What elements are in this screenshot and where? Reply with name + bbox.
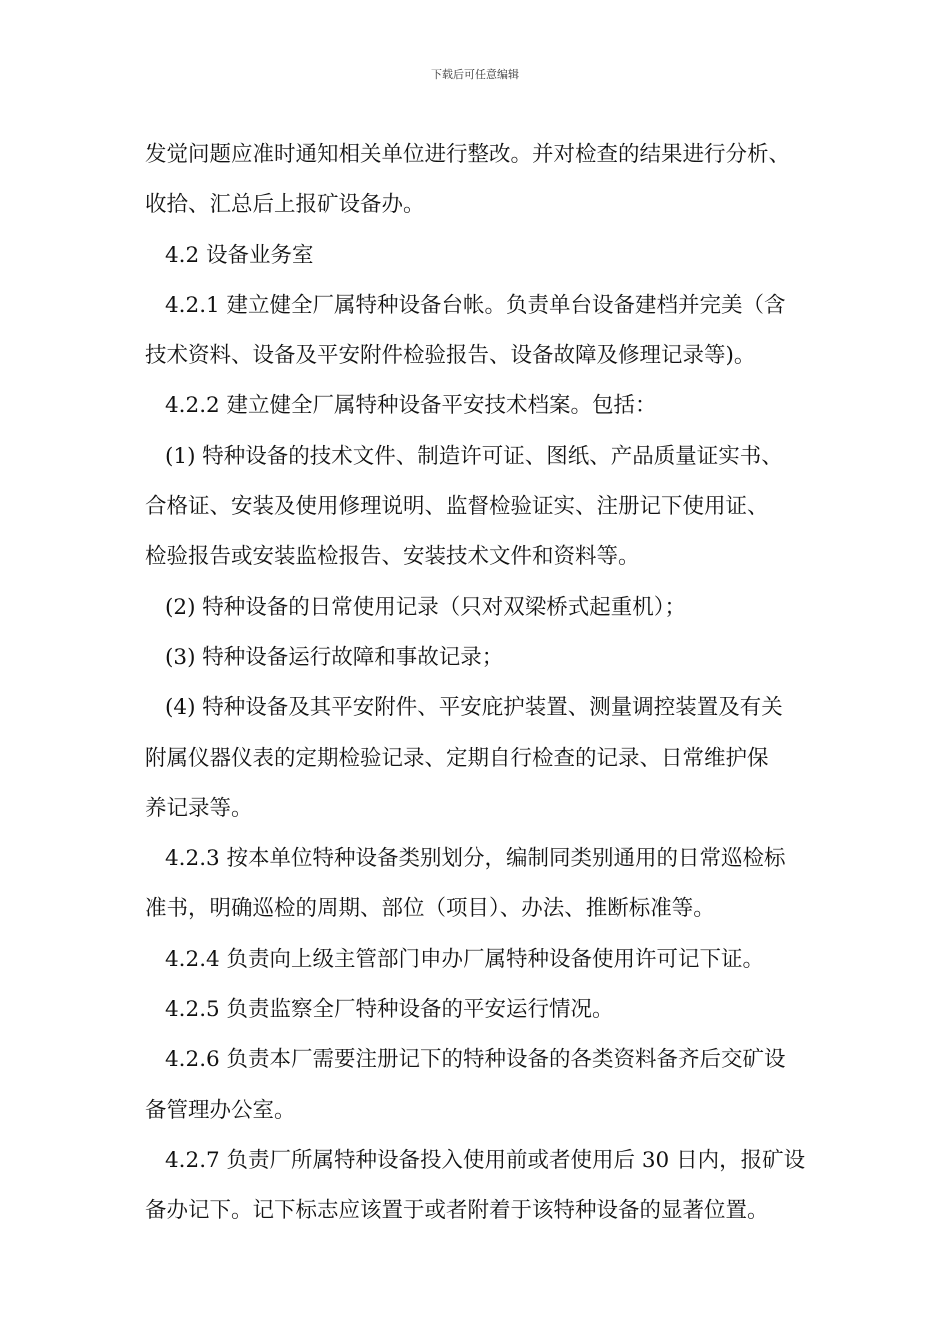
text-line: 4.2.4 负责向上级主管部门申办厂属特种设备使用许可记下证。	[165, 946, 765, 972]
text-line: (1) 特种设备的技术文件、制造许可证、图纸、产品质量证实书、	[165, 443, 783, 469]
text-line: 技术资料、设备及平安附件检验报告、设备故障及修理记录等)。	[145, 343, 756, 369]
text-line: 4.2.5 负责监察全厂特种设备的平安运行情况。	[165, 997, 614, 1023]
text-line: 备办记下。记下标志应该置于或者附着于该特种设备的显著位置。	[145, 1198, 769, 1224]
text-line: 4.2.3 按本单位特种设备类别划分，编制同类别通用的日常巡检标	[165, 846, 786, 872]
text-line: 4.2.6 负责本厂需要注册记下的特种设备的各类资料备齐后交矿设	[165, 1047, 786, 1073]
text-line: 准书，明确巡检的周期、部位（项目）、办法、推断标准等。	[145, 896, 715, 922]
text-line: 4.2.2 建立健全厂属特种设备平安技术档案。包括：	[165, 393, 657, 419]
text-line: 收拾、汇总后上报矿设备办。	[145, 192, 425, 218]
text-line: 备管理办公室。	[145, 1097, 296, 1123]
text-line: 4.2.1 建立健全厂属特种设备台帐。负责单台设备建档并完美（含	[165, 292, 786, 318]
text-line: (4) 特种设备及其平安附件、平安庇护装置、测量调控装置及有关	[165, 695, 783, 721]
text-line: 附属仪器仪表的定期检验记录、定期自行检查的记录、日常维护保	[145, 745, 769, 771]
text-line: 养记录等。	[145, 795, 253, 821]
document-body	[145, 130, 817, 1237]
text-line: 发觉问题应准时通知相关单位进行整改。并对检查的结果进行分析、	[145, 142, 791, 167]
text-line: 4.2.7 负责厂所属特种设备投入使用前或者使用后 30 日内，报矿设	[165, 1147, 806, 1173]
page-header: 下载后可任意编辑	[431, 68, 519, 81]
text-line: 4.2 设备业务室	[165, 242, 314, 268]
text-line: 检验报告或安装监检报告、安装技术文件和资料等。	[145, 544, 640, 570]
text-line: (2) 特种设备的日常使用记录（只对双梁桥式起重机）；	[165, 594, 687, 620]
text-line: 合格证、安装及使用修理说明、监督检验证实、注册记下使用证、	[145, 494, 769, 520]
text-line: (3) 特种设备运行故障和事故记录；	[165, 644, 504, 670]
